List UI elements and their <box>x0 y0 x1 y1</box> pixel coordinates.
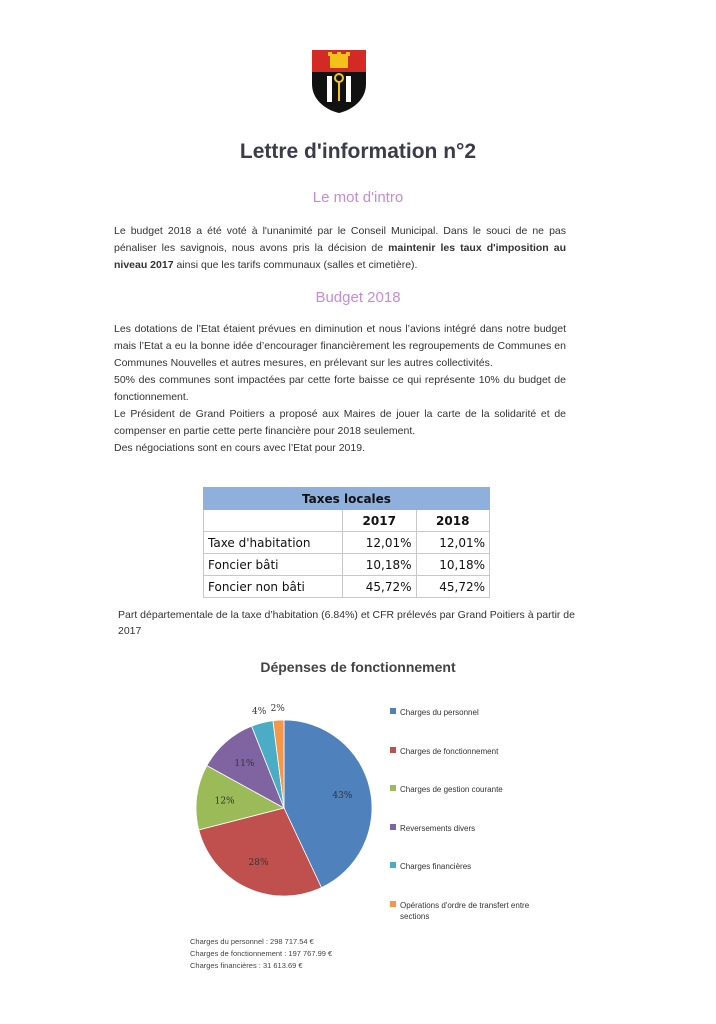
row-value-2017: 12,01% <box>343 532 417 554</box>
legend-swatch <box>390 901 396 907</box>
budget-paragraph <box>114 321 566 457</box>
intro-text-start: Le budget 2018 a été voté à l'unanimité par le Conseil Municipal. Dans le souci de ne pas pénaliser les savignois, nous avons pris la décision de <box>114 225 566 254</box>
legend-swatch <box>390 747 396 753</box>
legend-label: Opérations d'ordre de transfert entre sections <box>400 901 530 921</box>
legend-swatch <box>390 862 396 868</box>
pie-data-label: 4% <box>251 707 267 718</box>
legend-swatch <box>390 708 396 714</box>
legend-item <box>390 784 580 795</box>
legend-label: Charges financières <box>400 862 472 872</box>
table-row <box>204 576 490 598</box>
table-row <box>204 532 490 554</box>
budget-line-3: Le Président de Grand Poitiers a proposé aux Maires de jouer la carte de la solidarité et de compenser en partie cette perte financière pour 2018 seulement. <box>114 408 566 437</box>
table-header-2018: 2018 <box>416 510 490 532</box>
row-label: Foncier non bâti <box>204 576 343 598</box>
row-value-2017: 10,18% <box>343 554 417 576</box>
legend-swatch <box>390 785 396 791</box>
intro-paragraph <box>114 223 566 274</box>
legend-item <box>390 707 580 718</box>
expenses-pie-chart <box>180 690 390 910</box>
legend-swatch <box>390 824 396 830</box>
intro-text-bold: maintenir les taux d'imposition au niveau 2017 <box>114 242 567 271</box>
chart-title: Dépenses de fonctionnement <box>260 659 456 675</box>
row-label: Foncier bâti <box>204 554 343 576</box>
table-header-empty <box>204 510 343 532</box>
legend-item <box>390 823 580 834</box>
legend-label: Reversements divers <box>400 823 476 833</box>
table-row <box>204 554 490 576</box>
table-header-2017: 2017 <box>343 510 417 532</box>
row-value-2018: 10,18% <box>416 554 490 576</box>
legend-item <box>390 861 580 872</box>
tax-note: Part départementale de la taxe d’habitation (6.84%) et CFR prélevés par Grand Poitiers à partir de 2017 <box>118 609 575 637</box>
row-label: Taxe d'habitation <box>204 532 343 554</box>
tax-rates-table <box>203 487 490 598</box>
budget-line-1: Les dotations de l’Etat étaient prévues en diminution et nous l’avions intégré dans notre budget mais l’Etat a eu la bonne idée d’encourager financièrement les regroupements de Communes en Communes Nouvelles et autres mesures, en prélevant sur les autres collectivités. <box>114 323 566 369</box>
town-crest-logo <box>310 48 368 114</box>
row-value-2018: 45,72% <box>416 576 490 598</box>
table-caption: Taxes locales <box>204 488 490 510</box>
budget-line-2: 50% des communes sont impactées par cette forte baisse ce qui représente 10% du budget de fonctionnement. <box>114 374 566 403</box>
legend-item <box>390 900 580 922</box>
budget-heading: Budget 2018 <box>315 289 401 306</box>
legend-label: Charges de gestion courante <box>400 785 503 795</box>
amount-financieres: Charges financières : 31 613.69 € <box>190 961 303 970</box>
budget-line-4: Des négociations sont en cours avec l’Etat pour 2019. <box>114 442 365 454</box>
pie-data-label: 43% <box>332 790 353 801</box>
amount-fonctionnement: Charges de fonctionnement : 197 767.99 € <box>190 949 333 958</box>
page-title: Lettre d'information n°2 <box>239 140 477 163</box>
row-value-2017: 45,72% <box>343 576 417 598</box>
pie-data-label: 12% <box>214 796 235 807</box>
legend-label: Charges de fonctionnement <box>400 746 499 756</box>
amounts-list <box>190 936 332 972</box>
amount-personnel: Charges du personnel : 298 717.54 € <box>190 937 314 946</box>
legend-label: Charges du personnel <box>400 708 479 717</box>
legend-item <box>390 746 580 757</box>
intro-text-end: ainsi que les tarifs communaux (salles et cimetière). <box>173 259 418 271</box>
row-value-2018: 12,01% <box>416 532 490 554</box>
pie-data-label: 2% <box>270 704 285 715</box>
pie-data-label: 11% <box>234 759 255 770</box>
pie-data-label: 28% <box>248 858 269 869</box>
intro-heading: Le mot d'intro <box>312 189 404 206</box>
